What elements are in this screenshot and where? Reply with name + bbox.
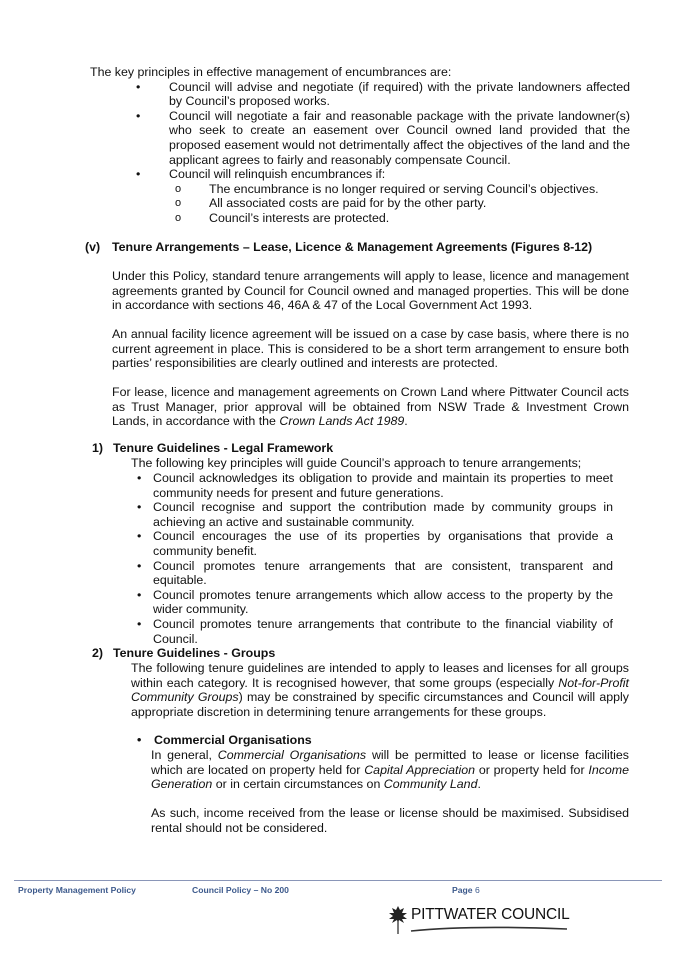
- encumbrance-principles: [90, 65, 630, 226]
- tenure-principles-list: [137, 471, 613, 646]
- list-item: o All associated costs are paid for by the other party.: [175, 196, 487, 211]
- commercial-organisations-para-1: In general, Commercial Organisations will be permitted to lease or license facilities which are located on property held for Capital Appreciation or property held for Income Generation or in certain circumstances on Community Land.: [151, 748, 630, 792]
- section-title: Tenure Arrangements – Lease, Licence & Management Agreements (Figures 8-12): [112, 240, 593, 254]
- page-number: 6: [474, 885, 480, 895]
- bullet-icon: •: [137, 471, 142, 485]
- list-item: o The encumbrance is no longer required or serving Council’s objectives.: [175, 181, 599, 196]
- tree-emblem-icon: [387, 905, 409, 935]
- list-item: • Council will relinquish encumbrances if: o The encumbrance is no longer required or serving Council’s objectives. o All associated costs are paid for by the other party. o Council’s interests are protected.: [153, 167, 630, 225]
- section-v-heading: [85, 240, 645, 255]
- list-item: • Council promotes tenure arrangements that contribute to the financial viability of Council.: [137, 616, 613, 646]
- list-item: • Council acknowledges its obligation to provide and maintain its properties to meet community needs for present and future generations.: [137, 471, 613, 500]
- relinquish-conditions-list: [175, 181, 630, 226]
- bullet-icon: •: [137, 558, 142, 573]
- logo-swoosh-icon: [409, 925, 569, 933]
- bullet-icon: •: [137, 529, 142, 544]
- bullet-icon: •: [137, 500, 142, 515]
- commercial-organisations-para-2: As such, income received from the lease or license should be maximised. Subsidised rental should not be considered.: [151, 806, 629, 835]
- encumbrance-bullet-list: [136, 79, 630, 226]
- list-item: • Council recognise and support the contribution made by community groups in achieving an active and sustainable community.: [137, 500, 613, 529]
- list-item: • Council will advise and negotiate (if required) with the private landowners affected by Council’s proposed works.: [136, 79, 630, 109]
- intro-lead: The key principles in effective management of encumbrances are:: [90, 65, 452, 79]
- list-item: • Council promotes tenure arrangements which allow access to the property by the wider community.: [137, 587, 613, 617]
- subsection-2-para: The following tenure guidelines are intended to apply to leases and licenses for all groups within each category. It is recognised however, that some groups (especially Not-for-Profit Community Groups) may be constrained by specific circumstances and Council will apply appropriate discretion in determining tenure arrangements for these groups.: [131, 661, 629, 719]
- section-v-para-1: Under this Policy, standard tenure arrangements will apply to lease, licence and management agreements granted by Council for Council owned and managed properties. This will be done in accordance with sections 46, 46A & 47 of the Local Government Act 1993.: [112, 269, 629, 313]
- circle-bullet-icon: o: [175, 211, 182, 224]
- circle-bullet-icon: o: [175, 182, 182, 195]
- section-number: (v): [85, 240, 101, 254]
- subsection-1-lead: The following key principles will guide Council’s approach to tenure arrangements;: [131, 456, 582, 470]
- list-item: o Council’s interests are protected.: [175, 210, 390, 225]
- circle-bullet-icon: o: [175, 197, 182, 210]
- bullet-icon: •: [137, 616, 142, 631]
- commercial-organisations-heading: • Commercial Organisations: [137, 733, 312, 747]
- subsection-number: 2): [92, 646, 104, 660]
- section-v-para-3: For lease, licence and management agreements on Crown Land where Pittwater Council acts as Trust Manager, prior approval will be obtained from NSW Trade & Investment Crown Lands, in accordance with the Crown Lands Act 1989.: [112, 385, 629, 429]
- footer-policy-number: Council Policy – No 200: [192, 885, 289, 895]
- footer-page-indicator: Page 6: [452, 885, 480, 895]
- pittwater-council-logo: [387, 905, 577, 935]
- list-item: • Council promotes tenure arrangements that are consistent, transparent and equitable.: [137, 558, 613, 588]
- bullet-icon: •: [137, 587, 142, 602]
- logo-wordmark: PITTWATER COUNCIL: [411, 906, 570, 923]
- list-item: • Council encourages the use of its properties by organisations that provide a community benefit.: [137, 529, 613, 558]
- bullet-icon: •: [136, 79, 141, 94]
- footer-document-title: Property Management Policy: [18, 885, 136, 895]
- list-item: • Council will negotiate a fair and reasonable package with the private landowner(s) who seek to create an easement over Council owned land provided that the proposed easement would not detrimentally affect the objectives of the land and the applicant agrees to fairly and reasonably compensate Council.: [136, 108, 630, 167]
- subsection-1-heading: [92, 441, 592, 456]
- bullet-icon: •: [136, 167, 141, 182]
- section-v-para-2: An annual facility licence agreement will be issued on a case by case basis, where there is no current agreement in place. This is considered to be a short term arrangement to ensure both parties’ responsibilities are clearly outlined and interests are protected.: [112, 327, 629, 371]
- bullet-icon: •: [136, 108, 141, 123]
- subsection-title: Tenure Guidelines - Legal Framework: [113, 441, 334, 455]
- subsection-number: 1): [92, 441, 104, 455]
- footer-divider: [14, 880, 662, 881]
- bullet-icon: •: [137, 733, 142, 747]
- subsection-title: Tenure Guidelines - Groups: [113, 646, 276, 660]
- subsection-2-heading: [92, 646, 592, 661]
